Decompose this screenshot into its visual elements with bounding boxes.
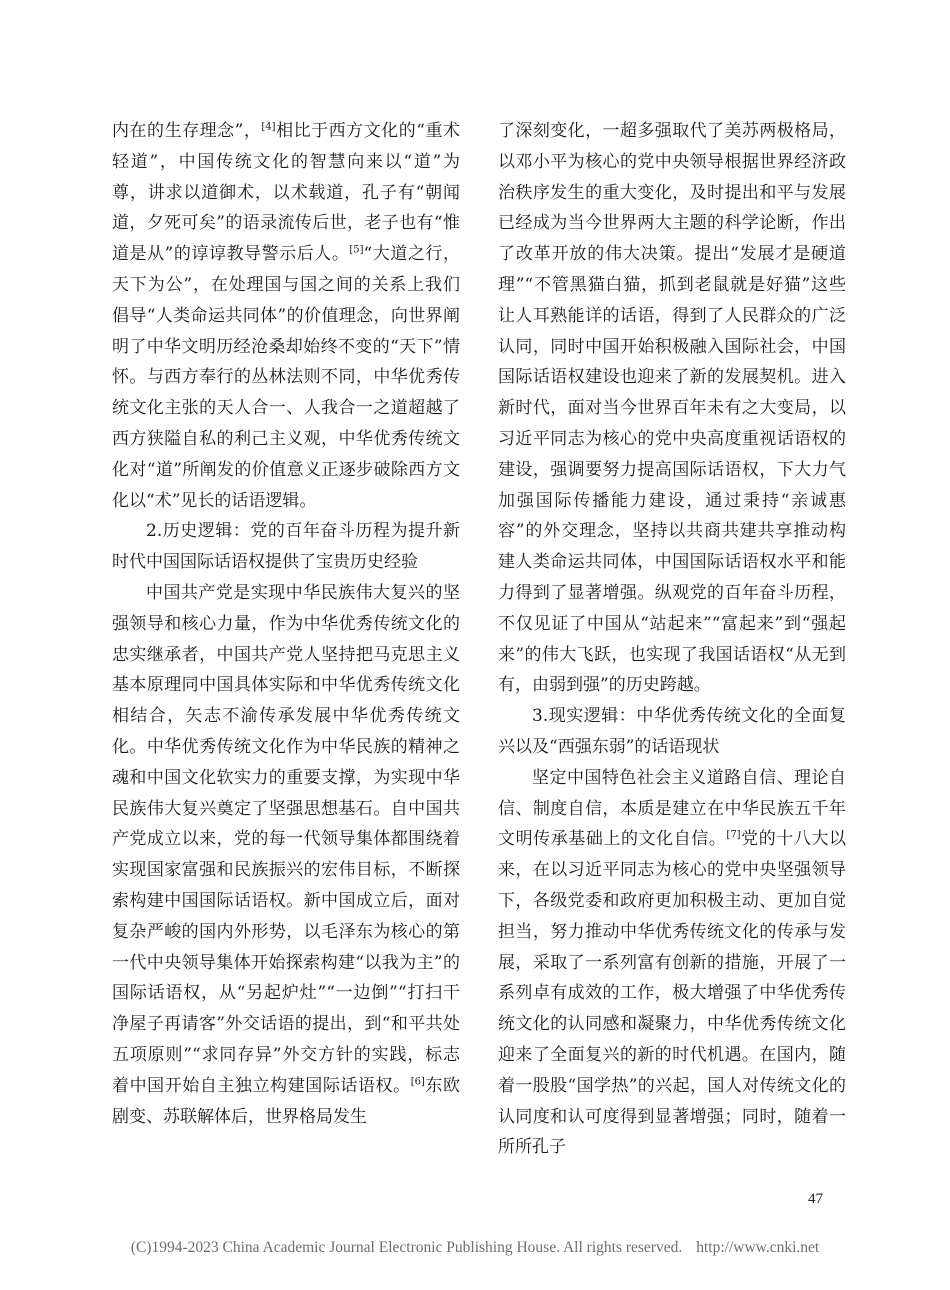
footer-copyright [0, 1239, 950, 1257]
paragraph: 中国共产党是实现中华民族伟大复兴的坚强领导和核心力量，作为中华优秀传统文化的忠实继承者，中国共产党人坚持把马克思主义基本原理同中国具体实际和中华优秀传统文化相结合，矢志不渝传承发展中华优秀传统文化。中华优秀传统文化作为中华民族的精神之魂和中国文化软实力的重要支撑，为实现中华民族伟大复兴奠定了坚强思想基石。自中国共产党成立以来，党的每一代领导集体都围绕着实现国家富强和民族振兴的宏伟目标，不断探索构建中国国际话语权。新中国成立后，面对复杂严峻的国内外形势，以毛泽东为核心的第一代中央领导集体开始探索构建“以我为主”的国际话语权，从“另起炉灶”“一边倒”“打扫干净屋子再请客”外交话语的提出，到“和平共处五项原则”“求同存异”外交方针的实践，标志着中国开始自主独立构建国际话语权。[6]东欧剧变、苏联解体后，世界格局发生 [112, 582, 461, 1127]
left-column [112, 116, 460, 1132]
citation-ref[interactable]: [5] [349, 244, 364, 256]
paragraph: 内在的生存理念”，[4]相比于西方文化的“重术轻道”，中国传统文化的智慧向来以“道”为尊，讲求以道御术，以术载道，孔子有“朝闻道，夕死可矣”的语录流传后世，老子也有“惟道是从”的谆谆教导警示后人。[5]“大道之行，天下为公”，在处理国与国之间的关系上我们倡导“人类命运共同体”的价值理念，向世界阐明了中华文明历经沧桑却始终不变的“天下”情怀。与西方奉行的丛林法则不同，中华优秀传统文化主张的天人合一、人我合一之道超越了西方狭隘自私的利己主义观，中华优秀传统文化对“道”所阐发的价值意义正逐步破除西方文化以“术”见长的话语逻辑。 [112, 121, 460, 511]
page-number: 47 [808, 1191, 823, 1207]
section-heading: 2.历史逻辑：党的百年奋斗历程为提升新时代中国国际话语权提供了宝贵历史经验 [112, 521, 460, 573]
paragraph: 了深刻变化，一超多强取代了美苏两极格局，以邓小平为核心的党中央领导根据世界经济政治秩序发生的重大变化，及时提出和平与发展已经成为当今世界两大主题的科学论断，作出了改革开放的伟大决策。提出“发展才是硬道理”“不管黑猫白猫，抓到老鼠就是好猫”这些让人耳熟能详的话语，得到了人民群众的广泛认同，同时中国开始积极融入国际社会，中国国际话语权建设也迎来了新的发展契机。进入新时代，面对当今世界百年未有之大变局，以习近平同志为核心的党中央高度重视话语权的建设，强调要努力提高国际话语权，下大力气加强国际传播能力建设，通过秉持“亲诚惠容”的外交理念，坚持以共商共建共享推动构建人类命运共同体，中国国际话语权水平和能力得到了显著增强。纵观党的百年奋斗历程，不仅见证了中国从“站起来”“富起来”到“强起来”的伟大飞跃，也实现了我国话语权“从无到有，由弱到强”的历史跨越。 [498, 121, 846, 696]
footer-url-link[interactable]: http://www.cnki.net [696, 1239, 820, 1256]
citation-ref[interactable]: [6] [410, 1076, 425, 1088]
section-heading: 3.现实逻辑：中华优秀传统文化的全面复兴以及“西强东弱”的话语现状 [498, 706, 846, 757]
copyright-text: (C)1994-2023 China Academic Journal Electronic Publishing House. All rights reserved. [130, 1239, 683, 1256]
citation-ref[interactable]: [4] [261, 121, 276, 133]
citation-ref[interactable]: [7] [726, 829, 741, 841]
paragraph: 坚定中国特色社会主义道路自信、理论自信、制度自信，本质是建立在中华民族五千年文明传承基础上的文化自信。[7]党的十八大以来，在以习近平同志为核心的党中央坚强领导下，各级党委和政府更加积极主动、更加自觉担当，努力推动中华优秀传统文化的传承与发展，采取了一系列富有创新的措施，开展了一系列卓有成效的工作，极大增强了中华优秀传统文化的认同感和凝聚力，中华优秀传统文化迎来了全面复兴的新的时代机遇。在国内，随着一股股“国学热”的兴起，国人对传统文化的认同度和认可度得到显著增强；同时，随着一所所孔子 [498, 767, 847, 1158]
right-column [498, 116, 846, 1163]
